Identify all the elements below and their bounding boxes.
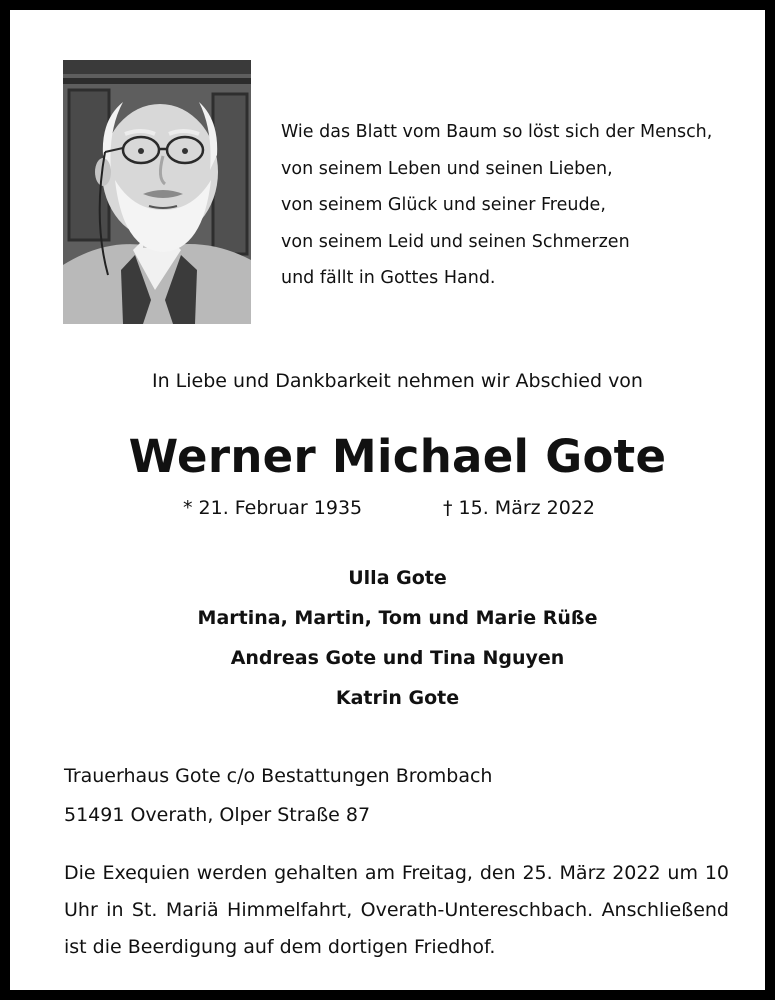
service-information: Die Exequien werden gehalten am Freitag, den 25. März 2022 um 10 Uhr in St. Mariä Himmelfahrt, Overath-Untereschbach. Anschließend ist die Beerdigung auf dem dortigen Friedhof. <box>64 862 729 958</box>
address-line: 51491 Overath, Olper Straße 87 <box>64 803 371 826</box>
poem-line: von seinem Glück und seiner Freude, <box>281 195 606 215</box>
poem-line: und fällt in Gottes Hand. <box>281 268 496 288</box>
death-date: † 15. März 2022 <box>443 497 596 519</box>
poem-line: Wie das Blatt vom Baum so löst sich der Mensch, <box>281 122 713 142</box>
poem <box>281 114 751 297</box>
mourner-name: Andreas Gote und Tina Nguyen <box>230 647 565 669</box>
poem-line: von seinem Leid und seinen Schmerzen <box>281 231 630 252</box>
address-line: Trauerhaus Gote c/o Bestattungen Brombach <box>64 765 493 787</box>
birth-date: * 21. Februar 1935 <box>183 497 363 519</box>
farewell-intro: In Liebe und Dankbarkeit nehmen wir Abschied von <box>152 370 643 392</box>
mourners-list <box>10 558 775 718</box>
mourner-name: Ulla Gote <box>348 567 447 589</box>
mourning-address <box>64 757 492 834</box>
portrait-photo <box>63 60 251 324</box>
mourner-name: Martina, Martin, Tom und Marie Rüße <box>197 607 598 629</box>
mourner-name: Katrin Gote <box>335 687 460 709</box>
poem-line: von seinem Leben und seinen Lieben, <box>281 158 613 179</box>
deceased-name: Werner Michael Gote <box>128 430 667 483</box>
